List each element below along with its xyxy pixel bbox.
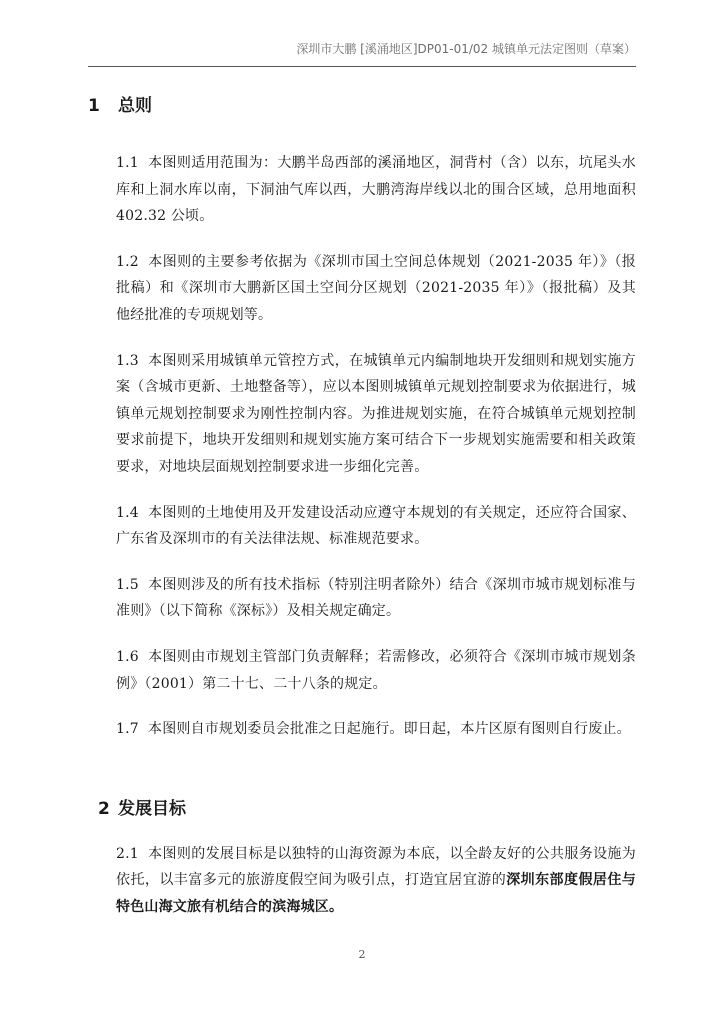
header-divider: [88, 66, 636, 67]
clause-number: 1.4: [116, 504, 139, 521]
clause-text: 本图则采用城镇单元管控方式，在城镇单元内编制地块开发细则和规划实施方案（含城市更新、土地整备等），应以本图则城镇单元规划控制要求为依据进行，城镇单元规划控制要求为刚性控制内容。为推进规划实施，在符合城镇单元规划控制要求前提下，地块开发细则和规划实施方案可结合下一步规划实施需要和相关政策要求，对地块层面规划控制要求进一步细化完善。: [116, 352, 636, 475]
clause-1-6: [88, 644, 636, 697]
clause-number: 1.2: [116, 253, 139, 270]
clause-number: 1.3: [116, 352, 139, 369]
clause-text: 本图则由市规划主管部门负责解释；若需修改，必须符合《深圳市城市规划条例》（2001）第二十七、二十八条的规定。: [116, 648, 636, 692]
clause-1-2: [88, 249, 636, 329]
clause-number: 1.7: [116, 721, 139, 738]
clause-number: 1.1: [116, 155, 139, 171]
clause-number: 2.1: [116, 845, 139, 862]
clause-text: 本图则自市规划委员会批准之日起施行。即日起，本片区原有图则自行废止。: [148, 721, 631, 738]
document-header: 深圳市大鹏 [溪涌地区]DP01-01/02 城镇单元法定图则（草案）: [296, 42, 636, 56]
page-number: 2: [358, 948, 366, 961]
clause-text: 本图则涉及的所有技术指标（特别注明者除外）结合《深圳市城市规划标准与准则》（以下简称《深标》）及相关规定确定。: [116, 576, 636, 620]
clause-number: 1.6: [116, 648, 139, 665]
section-title: 发展目标: [118, 798, 186, 819]
clause-emphasis: 深圳东部度假居住与特色山海文旅有机结合的滨海城区。: [116, 872, 636, 915]
clause-1-1: [88, 150, 636, 230]
clause-1-7: [88, 716, 636, 743]
section-heading-general: [88, 92, 636, 120]
section-number: 1: [88, 96, 100, 116]
clause-text: 本图则的土地使用及开发建设活动应遵守本规划的有关规定，还应符合国家、广东省及深圳市的有关法律法规、标准规范要求。: [116, 504, 636, 548]
clause-text: 本图则适用范围为：大鹏半岛西部的溪涌地区，洞背村（含）以东，坑尾头水库和上洞水库以南，下洞油气库以西，大鹏湾海岸线以北的围合区域，总用地面积 402.32 公顷。: [116, 155, 636, 225]
section-heading-goals: [98, 795, 636, 823]
clause-1-3: [88, 348, 636, 481]
clause-2-1: [88, 841, 636, 921]
clause-text: 本图则的主要参考依据为《深圳市国土空间总体规划（2021-2035 年）》（报批稿）和《深圳市大鹏新区国土空间分区规划（2021-2035 年）》（报批稿）及其他经批准的专项规划等。: [116, 253, 636, 323]
document-body: [88, 92, 636, 920]
section-title: 总则: [118, 96, 152, 116]
clause-1-5: [88, 572, 636, 625]
clause-text: 本图则的发展目标是以独特的山海资源为本底，以全龄友好的公共服务设施为依托，以丰富多元的旅游度假空间为吸引点，打造宜居宜游的: [116, 845, 636, 889]
section-number: 2: [98, 798, 110, 819]
clause-number: 1.5: [116, 576, 139, 593]
clause-1-4: [88, 500, 636, 553]
